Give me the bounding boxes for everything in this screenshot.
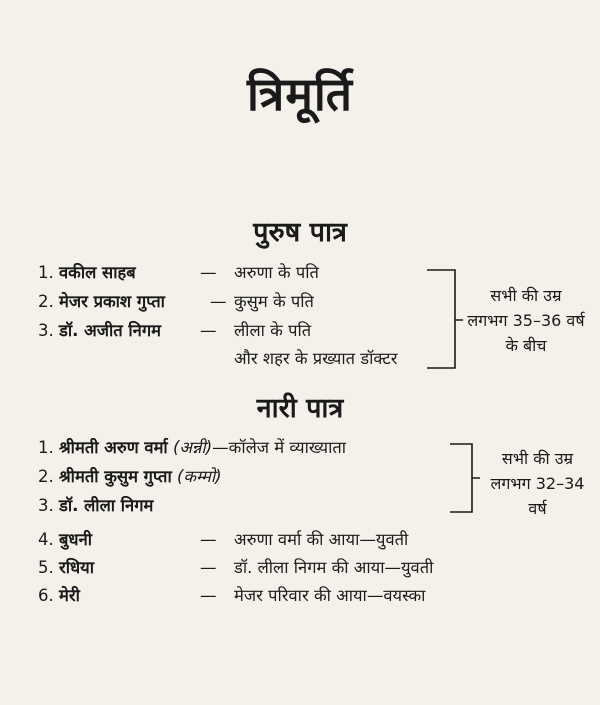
- female-section-heading: नारी पात्र: [256, 393, 344, 424]
- female-row-5: [38, 558, 598, 578]
- row-dash: —: [200, 530, 217, 549]
- character-name: श्रीमती कुसुम गुप्ता: [59, 467, 172, 486]
- character-name: डॉ. अजीत निगम: [59, 321, 161, 340]
- character-description: कुसुम के पति: [234, 292, 314, 311]
- character-alias: (कम्मो): [176, 467, 222, 486]
- male-row-1: [38, 263, 598, 283]
- character-description: मेजर परिवार की आया—वयस्का: [234, 586, 426, 605]
- row-number: 2.: [38, 467, 54, 486]
- character-alias: (अन्नी): [172, 438, 213, 457]
- character-name: बुधनी: [59, 530, 92, 549]
- note-line: के बीच: [505, 336, 547, 355]
- female-row-6: [38, 586, 598, 606]
- female-age-note: [475, 446, 600, 521]
- note-line: लगभग 35–36 वर्ष: [467, 311, 585, 330]
- character-description: लीला के पति: [234, 321, 312, 340]
- row-number: 1.: [38, 263, 54, 282]
- row-dash: —: [200, 321, 217, 340]
- row-dash: —: [210, 292, 227, 311]
- female-row-2: [38, 467, 222, 487]
- note-line: सभी की उम्र: [501, 449, 574, 468]
- note-line: वर्ष: [528, 499, 547, 518]
- row-number: 1.: [38, 438, 54, 457]
- row-dash: —: [200, 558, 217, 577]
- female-row-4: [38, 530, 598, 550]
- character-name: रधिया: [59, 558, 95, 577]
- row-number: 2.: [38, 292, 54, 311]
- character-description: —कॉलेज में व्याख्याता: [212, 438, 347, 457]
- character-name: मेजर प्रकाश गुप्ता: [59, 292, 165, 311]
- row-number: 6.: [38, 586, 54, 605]
- row-number: 5.: [38, 558, 54, 577]
- male-extra-line: और शहर के प्रख्यात डॉक्टर: [234, 349, 398, 368]
- note-line: सभी की उम्र: [490, 286, 562, 305]
- page-title: त्रिमूर्ति: [247, 67, 353, 121]
- character-name: वकील साहब: [59, 263, 136, 282]
- character-description: अरुणा के पति: [234, 263, 319, 282]
- row-dash: —: [200, 263, 217, 282]
- row-number: 3.: [38, 321, 54, 340]
- character-name: डॉ. लीला निगम: [59, 496, 154, 515]
- character-description: अरुणा वर्मा की आया—युवती: [234, 530, 409, 549]
- male-age-note: [452, 283, 600, 358]
- row-number: 4.: [38, 530, 54, 549]
- row-number: 3.: [38, 496, 54, 515]
- character-name: श्रीमती अरुण वर्मा: [59, 438, 168, 457]
- note-line: लगभग 32–34: [490, 474, 585, 493]
- character-description: डॉ. लीला निगम की आया—युवती: [234, 558, 434, 577]
- female-row-1: [38, 438, 346, 458]
- row-dash: —: [200, 586, 217, 605]
- male-section-heading: पुरुष पात्र: [253, 217, 347, 248]
- female-row-3: [38, 496, 153, 516]
- character-name: मेरी: [59, 586, 80, 605]
